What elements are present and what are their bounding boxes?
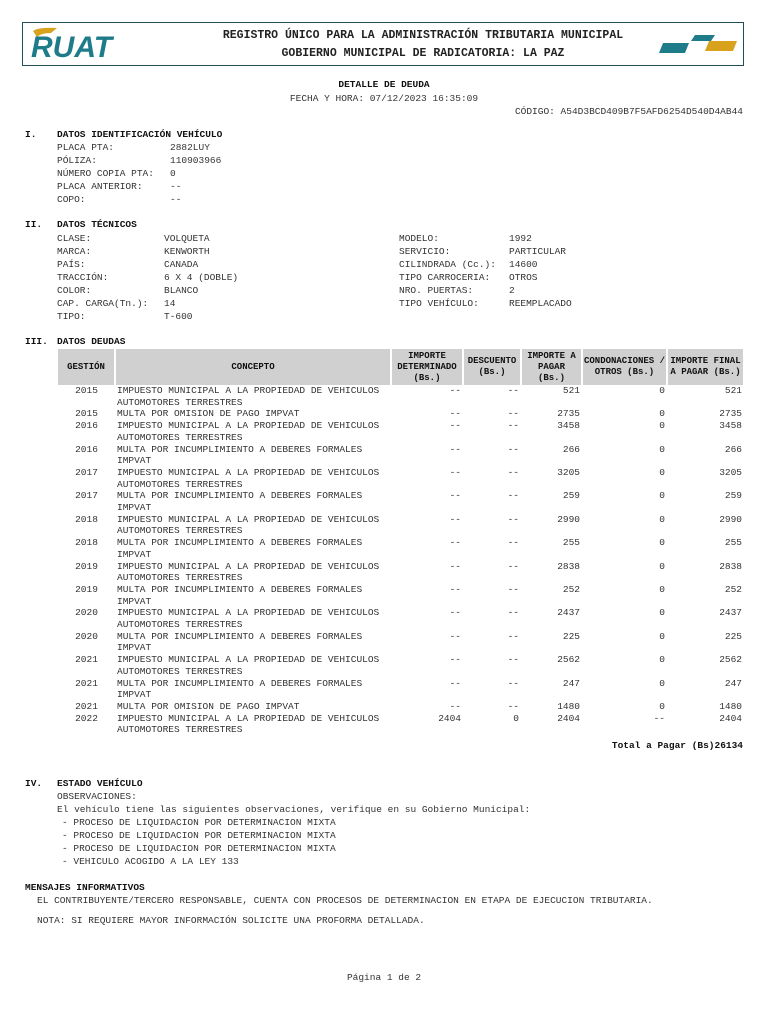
ruat-brand-mark [659,29,741,57]
field-label: MODELO: [399,233,439,244]
table-cell: -- [449,466,461,478]
table-cell: -- [653,712,665,724]
table-cell: 2016 [75,420,98,432]
field-value: KENWORTH [164,246,210,257]
table-cell: 247 [724,677,742,689]
field-label: TIPO CARROCERIA: [399,272,491,283]
field-label: TRACCIÓN: [57,272,109,283]
field-value: 6 X 4 (DOBLE) [164,272,239,283]
field-value: 14 [164,298,176,309]
header-title-line2: GOBIERNO MUNICIPAL DE RADICATORIA: LA PAZ [281,47,565,60]
table-cell: 2404 [438,712,461,724]
table-cell: MULTA POR OMISION DE PAGO IMPVAT [117,408,300,420]
table-row [58,537,744,560]
table-cell: IMPUESTO MUNICIPAL A LA PROPIEDAD DE VEHICULOS AUTOMOTORES TERRESTRES [117,654,380,677]
field-value: 2882LUY [170,142,210,153]
table-cell: -- [507,537,519,549]
table-cell: 2021 [75,654,98,666]
table-row [58,654,744,677]
table-cell: -- [507,490,519,502]
table-row [58,561,744,584]
table-cell: 2018 [75,513,98,525]
table-cell: -- [507,560,519,572]
message-line-2: NOTA: SI REQUIERE MAYOR INFORMACIÓN SOLICITE UNA PROFORMA DETALLADA. [37,915,425,926]
debts-table-header [58,349,744,385]
table-row [58,385,744,408]
table-cell: 2437 [557,607,580,619]
field-label: MARCA: [57,246,92,257]
section-1-number: I. [25,129,37,140]
column-header: GESTIÓN [58,349,115,385]
table-row [58,408,744,420]
table-cell: IMPUESTO MUNICIPAL A LA PROPIEDAD DE VEHICULOS AUTOMOTORES TERRESTRES [117,712,380,736]
table-cell: MULTA POR INCUMPLIMIENTO A DEBERES FORMALES IMPVAT [117,630,363,654]
observation-item: - PROCESO DE LIQUIDACION POR DETERMINACION MIXTA [62,830,336,841]
table-cell: MULTA POR INCUMPLIMIENTO A DEBERES FORMALES IMPVAT [117,443,363,467]
table-cell: -- [449,408,461,420]
table-cell: IMPUESTO MUNICIPAL A LA PROPIEDAD DE VEHICULOS AUTOMOTORES TERRESTRES [117,513,380,537]
table-cell: -- [449,654,461,666]
messages-title: MENSAJES INFORMATIVOS [25,882,145,893]
field-label: PLACA ANTERIOR: [57,181,143,192]
table-cell: 0 [659,537,665,549]
field-value: BLANCO [164,285,199,296]
table-cell: 2404 [557,712,580,724]
table-cell: 252 [724,583,742,595]
debts-table-body [58,385,744,736]
table-cell: -- [507,443,519,455]
table-cell: -- [507,466,519,478]
table-row [58,713,744,736]
table-row [58,514,744,537]
table-cell: 0 [659,560,665,572]
table-cell: 225 [724,630,742,642]
table-cell: 2017 [75,466,98,478]
table-cell: -- [507,408,519,420]
table-cell: MULTA POR INCUMPLIMIENTO A DEBERES FORMALES IMPVAT [117,677,363,701]
table-cell: -- [449,443,461,455]
field-label: COLOR: [57,285,92,296]
table-cell: -- [507,677,519,689]
table-cell: -- [507,654,519,666]
table-cell: -- [449,700,461,712]
table-cell: 0 [659,513,665,525]
table-row [58,607,744,630]
field-value: 0 [170,168,176,179]
table-cell: -- [449,607,461,619]
table-cell: 1480 [719,700,742,712]
table-cell: 521 [724,385,742,396]
table-cell: 0 [659,700,665,712]
table-cell: IMPUESTO MUNICIPAL A LA PROPIEDAD DE VEHICULOS AUTOMOTORES TERRESTRES [117,420,380,443]
field-value: VOLQUETA [164,233,210,244]
table-cell: 2018 [75,537,98,549]
field-label: COPO: [57,194,86,205]
table-cell: 252 [562,583,580,595]
field-label: PAÍS: [57,259,86,270]
section-4-title: ESTADO VEHÍCULO [57,778,143,789]
table-cell: 2015 [75,385,98,396]
field-label: PÓLIZA: [57,155,97,166]
table-cell: -- [449,537,461,549]
header-title-line1: REGISTRO ÚNICO PARA LA ADMINISTRACIÓN TRIBUTARIA MUNICIPAL [222,29,624,42]
field-value: 1992 [509,233,532,244]
observation-item: - VEHICULO ACOGIDO A LA LEY 133 [62,856,239,867]
section-2-title: DATOS TÉCNICOS [57,219,137,230]
section-2-number: II. [25,219,43,230]
table-cell: -- [449,677,461,689]
table-cell: -- [507,513,519,525]
table-cell: 3205 [557,466,580,478]
field-label: PLACA PTA: [57,142,115,153]
table-cell: 0 [659,466,665,478]
table-cell: 3458 [719,420,742,432]
observation-item: - PROCESO DE LIQUIDACION POR DETERMINACION MIXTA [62,843,336,854]
table-cell: -- [449,560,461,572]
table-row [58,490,744,513]
table-cell: 2019 [75,583,98,595]
table-cell: 2562 [557,654,580,666]
table-cell: 2562 [719,654,742,666]
table-cell: -- [449,583,461,595]
table-row [58,584,744,607]
svg-text:RUAT: RUAT [31,31,113,63]
table-cell: 225 [562,630,580,642]
observations-intro: El vehículo tiene las siguientes observaciones, verifique en su Gobierno Municipal: [57,804,531,815]
table-cell: 2404 [719,712,742,724]
document-header [22,22,744,66]
document-title: DETALLE DE DEUDA [338,79,430,90]
table-cell: 2020 [75,607,98,619]
table-cell: 2735 [719,408,742,420]
section-4-number: IV. [25,778,43,789]
field-label: SERVICIO: [399,246,451,257]
table-cell: 0 [659,630,665,642]
field-value: 2 [509,285,515,296]
field-label: CLASE: [57,233,92,244]
table-cell: 0 [513,712,519,724]
section-3-title: DATOS DEUDAS [57,336,126,347]
table-cell: 266 [724,443,742,455]
table-row [58,631,744,654]
table-cell: 2015 [75,408,98,420]
table-cell: 247 [562,677,580,689]
table-row [58,420,744,443]
table-cell: IMPUESTO MUNICIPAL A LA PROPIEDAD DE VEHICULOS AUTOMOTORES TERRESTRES [117,560,380,584]
table-cell: -- [507,583,519,595]
table-cell: 0 [659,385,665,396]
table-cell: -- [449,513,461,525]
column-header: IMPORTE FINAL A PAGAR (Bs.) [667,349,744,385]
table-cell: 255 [724,537,742,549]
table-cell: 2016 [75,443,98,455]
table-cell: 2838 [719,560,742,572]
section-3-number: III. [25,336,48,347]
table-row [58,701,744,713]
table-cell: -- [507,420,519,432]
table-cell: 0 [659,583,665,595]
table-cell: -- [449,385,461,396]
field-label: CAP. CARGA(Tn.): [57,298,149,309]
table-cell: -- [507,630,519,642]
observation-item: - PROCESO DE LIQUIDACION POR DETERMINACION MIXTA [62,817,336,828]
section-1-title: DATOS IDENTIFICACIÓN VEHÍCULO [57,129,223,140]
table-cell: -- [507,607,519,619]
table-cell: 3458 [557,420,580,432]
field-value: 110903966 [170,155,222,166]
field-label: NRO. PUERTAS: [399,285,474,296]
debts-table [58,349,745,736]
field-value: -- [170,181,182,192]
observations-label: OBSERVACIONES: [57,791,137,802]
table-cell: 0 [659,420,665,432]
field-label: TIPO VEHÍCULO: [399,298,479,309]
table-cell: 2735 [557,408,580,420]
table-cell: 2019 [75,560,98,572]
table-cell: 2838 [557,560,580,572]
document-datetime: FECHA Y HORA: 07/12/2023 16:35:09 [289,93,479,104]
field-label: TIPO: [57,311,86,322]
field-value: T-600 [164,311,193,322]
table-cell: -- [507,385,519,396]
document-code: CÓDIGO: A54D3BCD409B7F5AFD6254D540D4AB44 [514,106,743,117]
table-row [58,467,744,490]
total-to-pay: Total a Pagar (Bs)26134 [611,740,743,751]
table-cell: -- [449,630,461,642]
table-cell: 2022 [75,712,98,724]
table-cell: 2990 [719,513,742,525]
field-label: NÚMERO COPIA PTA: [57,168,154,179]
table-row [58,444,744,467]
field-value: 14600 [509,259,538,270]
table-cell: 2990 [557,513,580,525]
table-cell: IMPUESTO MUNICIPAL A LA PROPIEDAD DE VEHICULOS AUTOMOTORES TERRESTRES [117,607,380,631]
field-value: PARTICULAR [509,246,567,257]
table-cell: 0 [659,654,665,666]
message-line-1: EL CONTRIBUYENTE/TERCERO RESPONSABLE, CUENTA CON PROCESOS DE DETERMINACION EN ETAPA DE EJECUCION TRIBUTARIA. [37,895,653,906]
table-cell: MULTA POR INCUMPLIMIENTO A DEBERES FORMALES IMPVAT [117,537,363,560]
table-cell: 2020 [75,630,98,642]
table-cell: 2437 [719,607,742,619]
table-cell: IMPUESTO MUNICIPAL A LA PROPIEDAD DE VEHICULOS AUTOMOTORES TERRESTRES [117,385,380,408]
column-header: IMPORTE DETERMINADO (Bs.) [391,349,463,385]
table-cell: 2021 [75,700,98,712]
table-cell: 266 [562,443,580,455]
table-cell: 521 [562,385,580,396]
table-cell: 0 [659,490,665,502]
column-header: CONDONACIONES / OTROS (Bs.) [582,349,667,385]
table-cell: IMPUESTO MUNICIPAL A LA PROPIEDAD DE VEHICULOS AUTOMOTORES TERRESTRES [117,466,380,490]
table-cell: 2021 [75,677,98,689]
table-cell: 0 [659,677,665,689]
column-header: IMPORTE A PAGAR (Bs.) [521,349,582,385]
table-cell: 259 [562,490,580,502]
field-value: OTROS [509,272,538,283]
table-cell: MULTA POR INCUMPLIMIENTO A DEBERES FORMALES IMPVAT [117,490,363,514]
table-cell: 0 [659,443,665,455]
table-cell: MULTA POR OMISION DE PAGO IMPVAT [117,700,300,712]
table-cell: -- [449,490,461,502]
table-cell: 2017 [75,490,98,502]
table-cell: 1480 [557,700,580,712]
field-value: REEMPLACADO [509,298,572,309]
column-header: DESCUENTO (Bs.) [463,349,521,385]
page-number: Página 1 de 2 [346,972,422,983]
table-cell: 0 [659,408,665,420]
table-cell: MULTA POR INCUMPLIMIENTO A DEBERES FORMALES IMPVAT [117,583,363,607]
table-cell: 0 [659,607,665,619]
table-cell: 3205 [719,466,742,478]
field-label: CILINDRADA (Cc.): [399,259,496,270]
field-value: CANADA [164,259,199,270]
table-row [58,678,744,701]
table-cell: -- [507,700,519,712]
field-value: -- [170,194,182,205]
table-cell: -- [449,420,461,432]
column-header: CONCEPTO [115,349,391,385]
ruat-logo [27,25,157,63]
table-cell: 255 [562,537,580,549]
table-cell: 259 [724,490,742,502]
